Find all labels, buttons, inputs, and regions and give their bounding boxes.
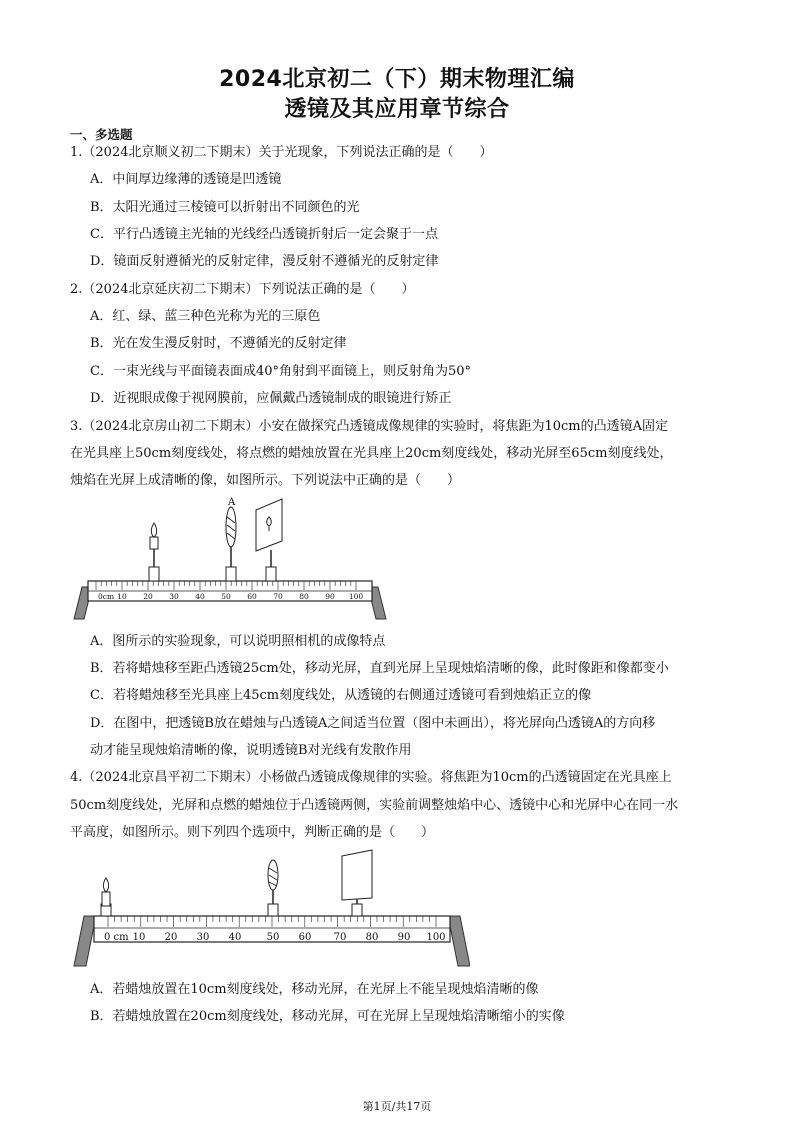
question-2-option-a: A．红、绿、蓝三种色光称为光的三原色: [90, 309, 321, 324]
q4-candle: [101, 878, 111, 916]
q3-scale-label-60: 60: [247, 592, 257, 601]
question-3-stem-line-1: 3.（2024北京房山初二下期末）小安在做探究凸透镜成像规律的实验时，将焦距为10cm的凸透镜A固定: [70, 419, 669, 434]
q4-scale-label-80: 80: [365, 932, 379, 943]
question-3-figure-optical-bench: [70, 495, 390, 625]
q4-scale-label-0: 0 cm: [104, 932, 129, 943]
q4-scale-label-60: 60: [298, 932, 312, 943]
question-1-option-d: D．镜面反射遵循光的反射定律，漫反射不遵循光的反射定律: [90, 254, 439, 269]
question-4-stem-line-3: 平高度，如图所示。则下列四个选项中，判断正确的是（ ）: [70, 825, 435, 840]
question-2-option-d: D．近视眼成像于视网膜前，应佩戴凸透镜制成的眼镜进行矫正: [90, 391, 452, 406]
page-footer: 第1页/共17页: [362, 1100, 432, 1113]
question-4-figure-optical-bench: [70, 848, 470, 973]
q4-scale-label-90: 90: [397, 932, 411, 943]
q4-scale-label-40: 40: [228, 932, 242, 943]
question-4-stem-line-1: 4.（2024北京昌平初二下期末）小杨做凸透镜成像规律的实验。将焦距为10cm的凸透镜固定在光具座上: [70, 770, 672, 785]
question-3-option-b: B．若将蜡烛移至距凸透镜25cm处，移动光屏，直到光屏上呈现烛焰清晰的像，此时像距和像都变小: [90, 661, 669, 676]
q3-screen: [256, 499, 282, 581]
question-3-stem-line-3: 烛焰在光屏上成清晰的像，如图所示。下列说法中正确的是（ ）: [70, 473, 461, 488]
document-subtitle: 透镜及其应用章节综合: [284, 97, 510, 122]
q3-scale-label-50: 50: [221, 592, 231, 601]
question-1-stem: 1.（2024北京顺义初二下期末）关于光现象，下列说法正确的是（ ）: [70, 145, 493, 160]
question-3-stem-line-2: 在光具座上50cm刻度线处，将点燃的蜡烛放置在光具座上20cm刻度线处，移动光屏至65cm刻度线处，: [70, 446, 673, 461]
q3-candle: [149, 523, 159, 581]
question-3-option-c: C．若将蜡烛移至光具座上45cm刻度线处，从透镜的右侧通过透镜可看到烛焰正立的像: [90, 688, 592, 703]
q4-scale-label-20: 20: [164, 932, 178, 943]
q4-scale-label-70: 70: [333, 932, 347, 943]
q4-scale-label-30: 30: [196, 932, 210, 943]
section-heading: 一、多选题: [70, 127, 133, 142]
question-4-option-b: B．若蜡烛放置在20cm刻度线处，移动光屏，可在光屏上呈现烛焰清晰缩小的实像: [90, 1009, 565, 1024]
q3-scale-label-90: 90: [325, 592, 335, 601]
q3-scale-label-10: 10: [117, 592, 127, 601]
q3-scale-label-0: 0cm: [98, 592, 115, 601]
q4-scale-label-100: 100: [426, 932, 446, 943]
q4-scale-label-50: 50: [266, 932, 280, 943]
question-2-stem: 2.（2024北京延庆初二下期末）下列说法正确的是（ ）: [70, 282, 415, 297]
q3-lens-label: A: [228, 497, 236, 508]
q4-screen: [342, 850, 372, 916]
question-3-option-d-line-2: 动才能呈现烛焰清晰的像，说明透镜B对光线有发散作用: [90, 743, 412, 758]
question-2-option-b: B．光在发生漫反射时，不遵循光的反射定律: [90, 336, 347, 351]
q3-scale-label-30: 30: [169, 592, 179, 601]
question-1-option-b: B．太阳光通过三棱镜可以折射出不同颜色的光: [90, 200, 360, 215]
q3-scale-label-20: 20: [143, 592, 153, 601]
question-4-stem-line-2: 50cm刻度线处，光屏和点燃的蜡烛位于凸透镜两侧，实验前调整烛焰中心、透镜中心和光屏中心在同一水: [70, 798, 679, 813]
question-3-option-a: A．图所示的实验现象，可以说明照相机的成像特点: [90, 634, 386, 649]
q3-scale-label-80: 80: [299, 592, 309, 601]
question-4-option-a: A．若蜡烛放置在10cm刻度线处，移动光屏，在光屏上不能呈现烛焰清晰的像: [90, 982, 539, 997]
question-2-option-c: C．一束光线与平面镜表面成40°角射到平面镜上，则反射角为50°: [90, 364, 472, 379]
q3-lens-a: [226, 497, 236, 581]
q4-scale-label-10: 10: [132, 932, 146, 943]
q3-scale-label-40: 40: [195, 592, 205, 601]
question-3-option-d-line-1: D．在图中，把透镜B放在蜡烛与凸透镜A之间适当位置（图中未画出），将光屏向凸透镜A的方向移: [90, 716, 656, 731]
document-title: 2024北京初二（下）期末物理汇编: [219, 67, 575, 92]
question-1-option-c: C．平行凸透镜主光轴的光线经凸透镜折射后一定会聚于一点: [90, 227, 438, 242]
q3-scale-label-100: 100: [348, 592, 364, 601]
question-1-option-a: A．中间厚边缘薄的透镜是凹透镜: [90, 172, 282, 187]
q4-lens: [268, 860, 278, 916]
q3-scale-label-70: 70: [273, 592, 283, 601]
